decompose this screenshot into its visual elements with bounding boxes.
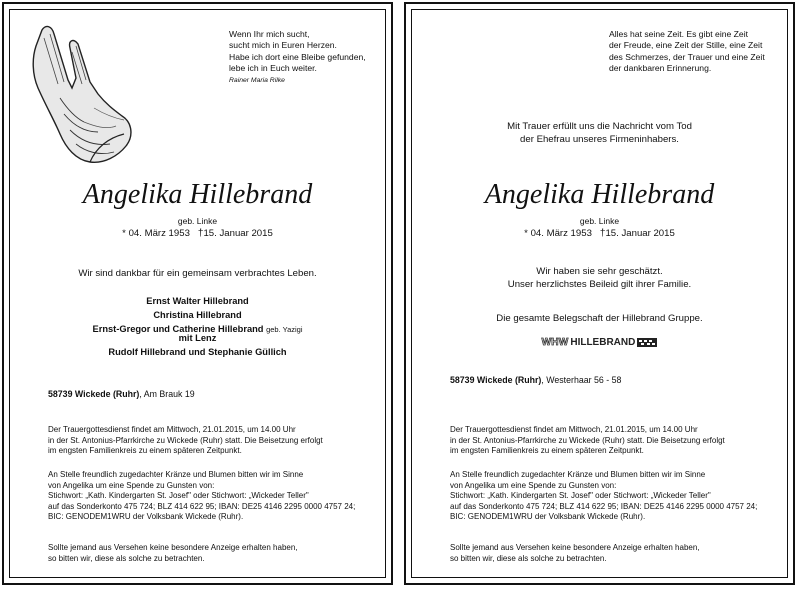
poem-author: Rainer Maria Rilke	[229, 76, 285, 84]
praying-hands-icon	[24, 18, 136, 168]
family-line: Rudolf Hillebrand und Stephanie Güllich	[108, 347, 287, 358]
company-logo	[412, 337, 787, 348]
poem-line: Habe ich dort eine Bleibe gefunden,	[229, 51, 366, 62]
esteem-text: Wir haben sie sehr geschätzt. Unser herzlichstes Beileid gilt ihrer Familie.	[507, 266, 692, 290]
poem-line: des Schmerzes, der Trauer und eine Zeit	[609, 51, 765, 62]
poem-line: der Freude, eine Zeit der Stille, eine Zeit	[609, 40, 763, 51]
birth-date: * 04. März 1953	[524, 228, 592, 239]
maiden-name: geb. Linke	[177, 216, 218, 226]
cross-icon: †	[599, 228, 606, 239]
logo-mark-icon	[637, 338, 657, 347]
obituary-company	[404, 2, 795, 585]
logo-whw: WHW	[541, 337, 569, 348]
family-line: Ernst Walter Hillebrand	[146, 296, 249, 306]
poem	[229, 29, 366, 86]
life-dates	[412, 228, 787, 239]
poem	[609, 29, 765, 75]
company-address: 58739 Wickede (Ruhr), Westerhaar 56 - 58	[450, 375, 622, 385]
service-info: Der Trauergottesdienst findet am Mittwoch, 21.01.2015, um 14.00 Uhr in der St. Antonius-Pfarrkirche zu Wickede (Ruhr) statt. Die Beisetzung erfolgt im engsten Familienkreis zu einem späteren Zeitpunkt.	[48, 425, 323, 456]
family-line: mit Lenz	[178, 333, 217, 344]
poem-line: Alles hat seine Zeit. Es gibt eine Zeit	[609, 29, 749, 39]
donation-info: An Stelle freundlich zugedachter Kränze und Blumen bitten wir im Sinne von Angelika um eine Spende zu Gunsten von: Stichwort: „Kath. Kindergarten St. Josef" oder Stichwort: „Wickeder Teller" auf das Sonderkonto 475 724; BLZ 414 622 95; IBAN: DE25 4146 2295 0000 4757 24; BIC: GENODEM1WRU der Volksbank Wickede (Ruhr).	[450, 470, 758, 522]
intro-text: Mit Trauer erfüllt uns die Nachricht vom Tod der Ehefrau unseres Firmeninhabers.	[507, 121, 692, 145]
family-address: 58739 Wickede (Ruhr), Am Brauk 19	[48, 389, 195, 399]
death-date: 15. Januar 2015	[605, 228, 675, 239]
poem-line: der dankbaren Erinnerung.	[609, 63, 712, 74]
deceased-name: Angelika Hillebrand	[484, 179, 715, 210]
gratitude-text: Wir sind dankbar für ein gemeinsam verbrachtes Leben.	[78, 268, 317, 279]
family-note: geb. Yazigi	[266, 324, 303, 334]
cross-icon: †	[197, 228, 204, 239]
maiden-name: geb. Linke	[579, 216, 620, 226]
life-dates	[10, 228, 385, 239]
family-names	[10, 295, 385, 360]
poem-line: sucht mich in Euren Herzen.	[229, 40, 337, 51]
family-line: Ernst-Gregor und Catherine Hillebrand geb. Yazigi	[92, 323, 303, 334]
obituary-family	[2, 2, 393, 585]
donation-info: An Stelle freundlich zugedachter Kränze und Blumen bitten wir im Sinne von Angelika um eine Spende zu Gunsten von: Stichwort: „Kath. Kindergarten St. Josef" oder Stichwort: „Wickeder Teller" auf das Sonderkonto 475 724; BLZ 414 622 95; IBAN: DE25 4146 2295 0000 4757 24; BIC: GENODEM1WRU der Volksbank Wickede (Ruhr).	[48, 470, 356, 522]
death-date: 15. Januar 2015	[203, 228, 273, 239]
inner-frame	[411, 9, 788, 578]
closing-note: Sollte jemand aus Versehen keine besondere Anzeige erhalten haben, so bitten wir, diese als solche zu betrachten.	[450, 543, 700, 563]
logo-name: HILLEBRAND	[570, 337, 636, 348]
family-line: Christina Hillebrand	[153, 309, 242, 320]
service-info: Der Trauergottesdienst findet am Mittwoch, 21.01.2015, um 14.00 Uhr in der St. Antonius-Pfarrkirche zu Wickede (Ruhr) statt. Die Beisetzung erfolgt im engsten Familienkreis zu einem späteren Zeitpunkt.	[450, 425, 725, 456]
birth-date: * 04. März 1953	[122, 228, 190, 239]
deceased-name: Angelika Hillebrand	[82, 179, 313, 210]
inner-frame	[9, 9, 386, 578]
poem-line: Wenn Ihr mich sucht,	[229, 29, 310, 39]
closing-note: Sollte jemand aus Versehen keine besondere Anzeige erhalten haben, so bitten wir, diese als solche zu betrachten.	[48, 543, 298, 563]
staff-text: Die gesamte Belegschaft der Hillebrand Gruppe.	[496, 313, 703, 324]
poem-line: lebe ich in Euch weiter.	[229, 63, 317, 74]
